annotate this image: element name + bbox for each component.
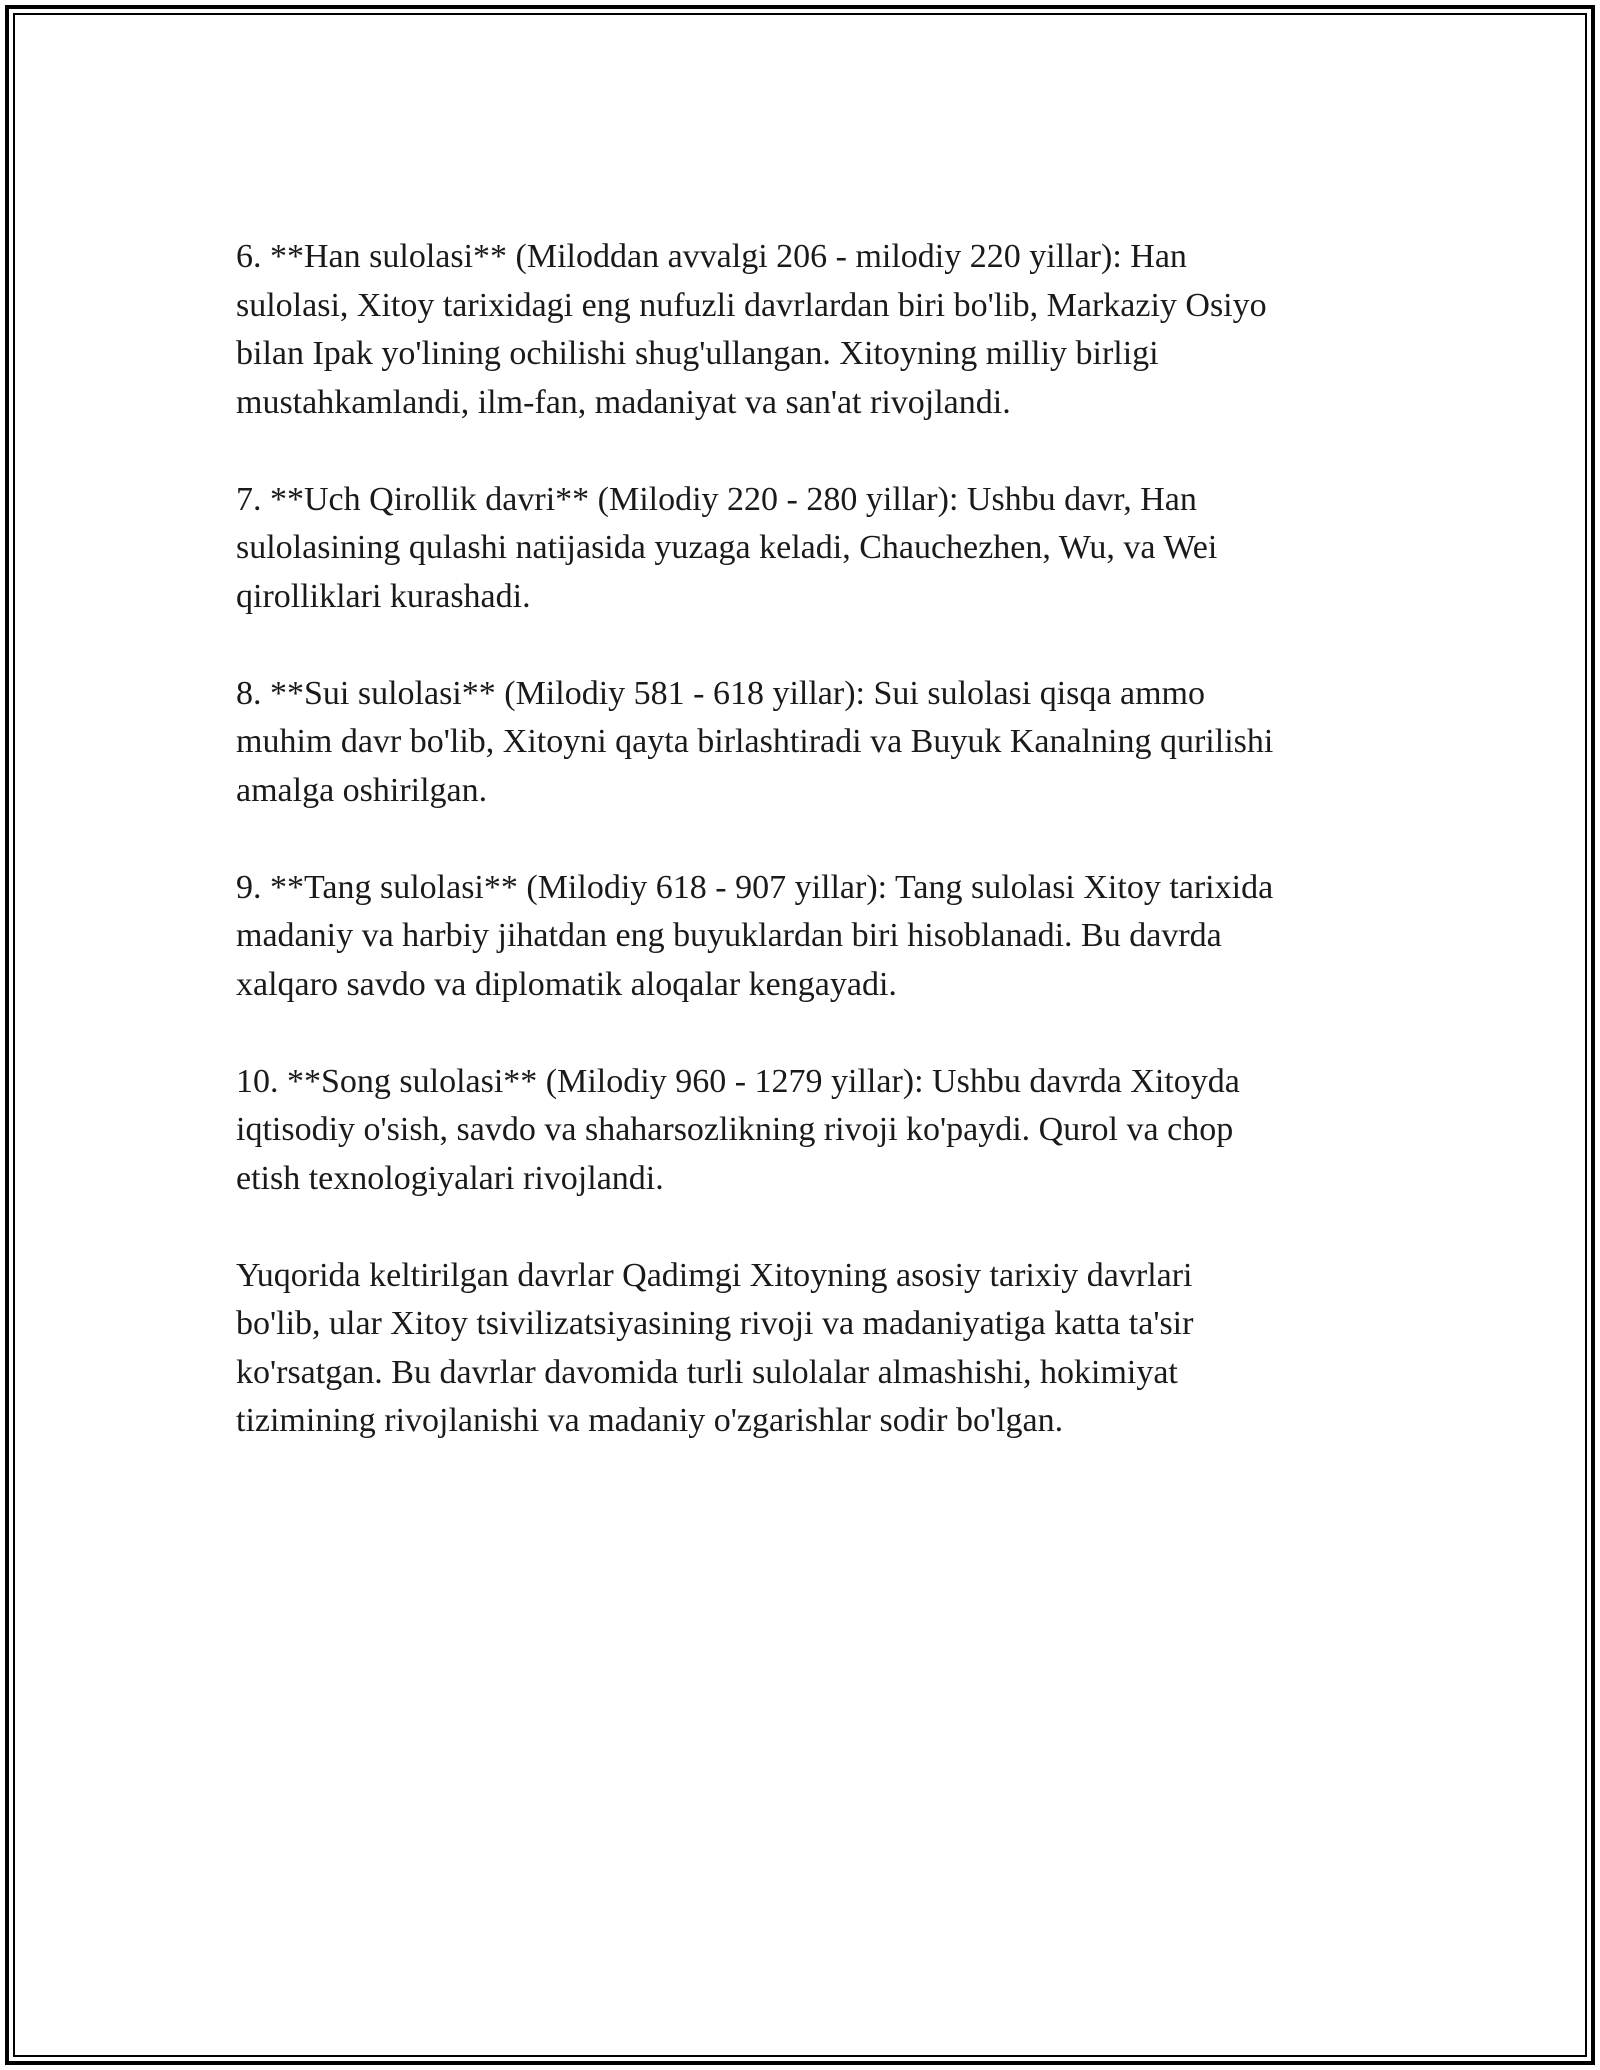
text-line: 9. **Tang sulolasi** (Milodiy 618 - 907 yillar): Tang sulolasi Xitoy tarixida	[236, 868, 1274, 906]
text-line: mustahkamlandi, ilm-fan, madaniyat va san'at rivojlandi.	[236, 383, 1011, 421]
text-line: 10. **Song sulolasi** (Milodiy 960 - 1279 yillar): Ushbu davrda Xitoyda	[236, 1062, 1240, 1100]
text-line: 7. **Uch Qirollik davri** (Milodiy 220 - 280 yillar): Ushbu davr, Han	[236, 480, 1197, 518]
paragraph-sui-dynasty	[236, 670, 1396, 816]
text-line: 6. **Han sulolasi** (Miloddan avvalgi 206 - milodiy 220 yillar): Han	[236, 238, 1187, 275]
text-line: amalga oshirilgan.	[236, 771, 488, 809]
text-line: bo'lib, ular Xitoy tsivilizatsiyasining rivoji va madaniyatiga katta ta'sir	[236, 1305, 1194, 1342]
text-line: sulolasining qulashi natijasida yuzaga keladi, Chauchezhen, Wu, va Wei	[236, 529, 1218, 566]
text-line: xalqaro savdo va diplomatik aloqalar kengayadi.	[236, 965, 897, 1003]
text-line: tizimining rivojlanishi va madaniy o'zgarishlar sodir bo'lgan.	[236, 1402, 1064, 1439]
text-line: sulolasi, Xitoy tarixidagi eng nufuzli davrlardan biri bo'lib, Markaziy Osiyo	[236, 286, 1267, 324]
paragraph-han-dynasty	[236, 233, 1396, 427]
text-line: bilan Ipak yo'lining ochilishi shug'ullangan. Xitoyning milliy birligi	[236, 335, 1159, 372]
text-line: ko'rsatgan. Bu davrlar davomida turli sulolalar almashishi, hokimiyat	[236, 1353, 1178, 1391]
paragraph-three-kingdoms	[236, 476, 1396, 622]
paragraph-song-dynasty	[236, 1058, 1396, 1204]
paragraph-tang-dynasty	[236, 864, 1396, 1010]
document-body	[236, 233, 1396, 1494]
text-line: iqtisodiy o'sish, savdo va shaharsozlikning rivoji ko'paydi. Qurol va chop	[236, 1111, 1234, 1148]
text-line: etish texnologiyalari rivojlandi.	[236, 1159, 664, 1197]
text-line: muhim davr bo'lib, Xitoyni qayta birlashtiradi va Buyuk Kanalning qurilishi	[236, 723, 1274, 760]
text-line: qirolliklari kurashadi.	[236, 577, 531, 615]
text-line: 8. **Sui sulolasi** (Milodiy 581 - 618 yillar): Sui sulolasi qisqa ammo	[236, 674, 1205, 712]
text-line: madaniy va harbiy jihatdan eng buyuklardan biri hisoblanadi. Bu davrda	[236, 917, 1222, 954]
text-line: Yuqorida keltirilgan davrlar Qadimgi Xitoyning asosiy tarixiy davrlari	[236, 1256, 1193, 1294]
paragraph-conclusion	[236, 1252, 1396, 1446]
